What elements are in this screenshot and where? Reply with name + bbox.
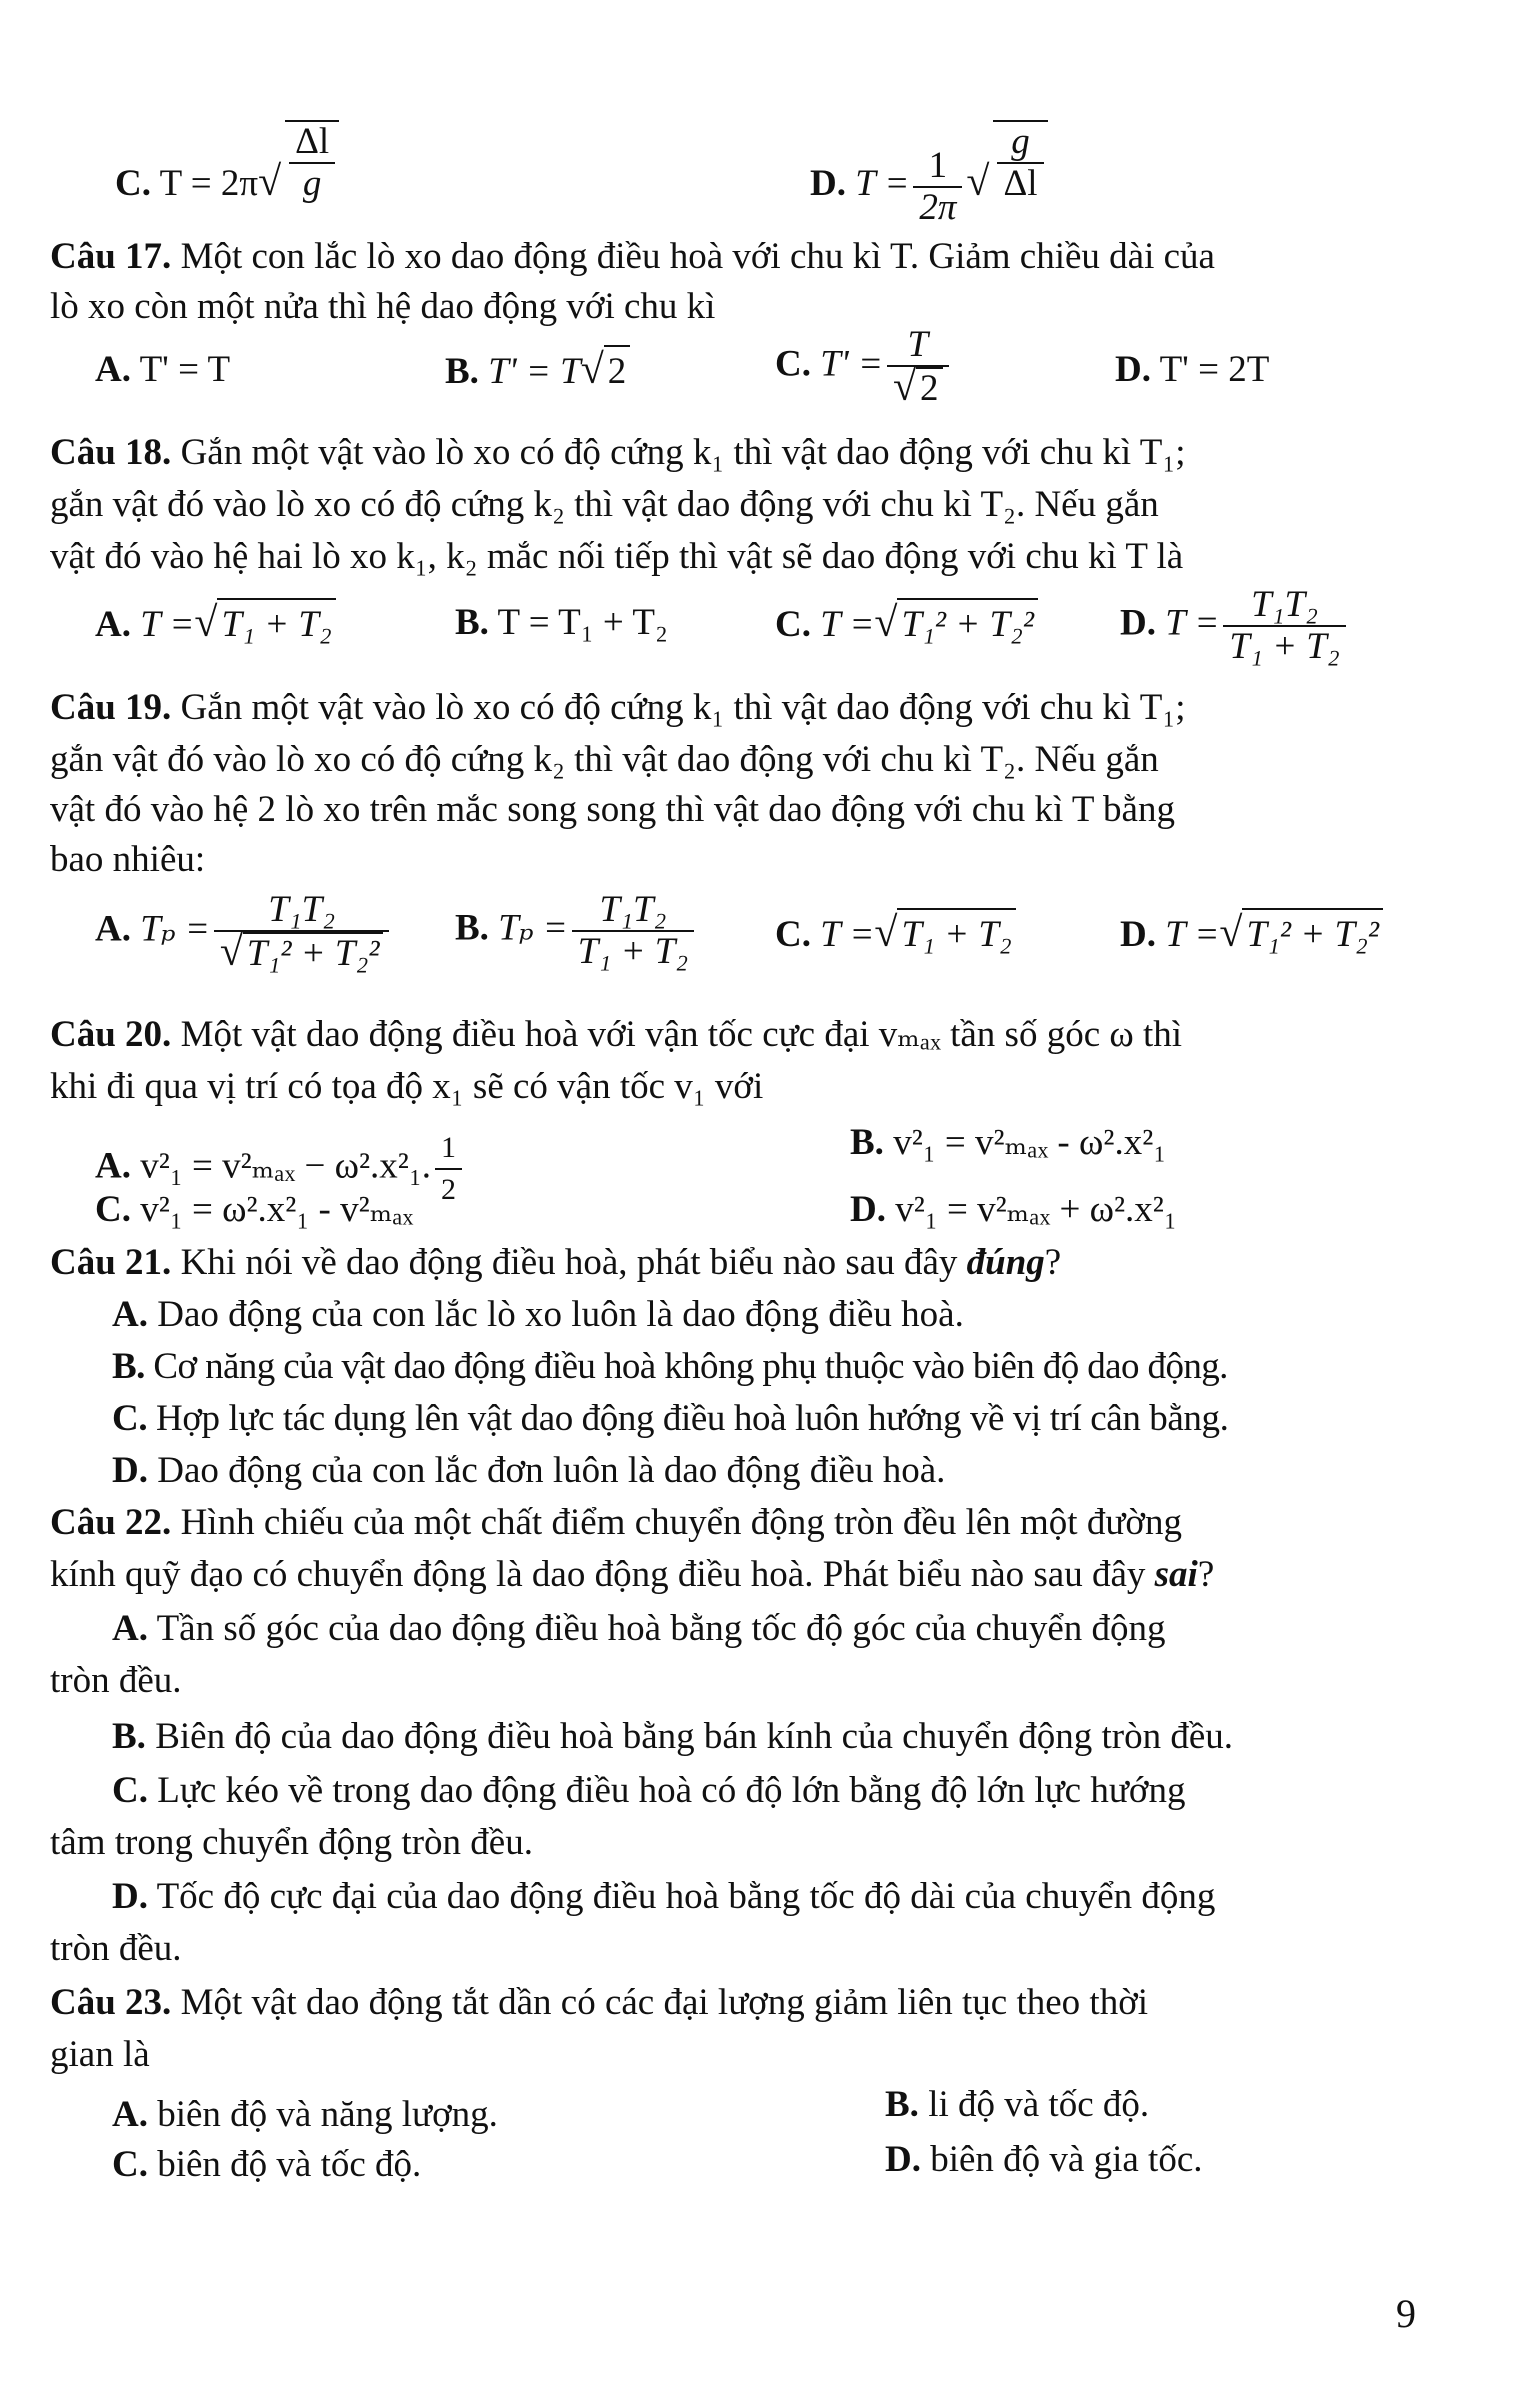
- q22-option-d-line-2: tròn đều.: [50, 1928, 182, 1969]
- q17-option-b: B. T' = T√ 2: [445, 345, 630, 397]
- q17-option-c: C. T' = $\frac{T}{√ 2}$: [775, 325, 953, 409]
- q16-option-c: C. T = 2π√ $\frac{\Delta l}{g}$: [115, 120, 343, 209]
- question-18-line-2: gắn vật đó vào lò xo có độ cứng k₂ thì vật dao động với chu kì T₂. Nếu gắn: [50, 484, 1159, 525]
- option-label: D.: [810, 163, 846, 204]
- question-22-line-2: kính quỹ đạo có chuyển động là dao động điều hoà. Phát biểu nào sau đây sai?: [50, 1554, 1215, 1595]
- question-23-line-1: Câu 23. Một vật dao động tắt dần có các đại lượng giảm liên tục theo thời: [50, 1982, 1149, 2023]
- formula-lhs: T = 2π: [159, 163, 259, 204]
- q18-option-d: D. T = $\frac{\text{T₁T₂}}{\text{T₁ + T₂}}$: [1120, 585, 1350, 667]
- formula-lhs: T =: [855, 163, 910, 204]
- formula-fraction: $\frac{\Delta l}{g}$: [285, 120, 339, 204]
- q23-option-b: B. li độ và tốc độ.: [885, 2084, 1150, 2125]
- option-label: C.: [115, 163, 151, 204]
- q22-option-a-line-1: A. Tần số góc của dao động điều hoà bằng tốc độ góc của chuyển động: [112, 1608, 1166, 1649]
- question-19-line-4: bao nhiêu:: [50, 839, 206, 880]
- q20-option-d: D. v²₁ = v²ₘₐₓ + ω².x²₁: [850, 1189, 1177, 1230]
- q21-option-b: B. Cơ năng của vật dao động điều hoà không phụ thuộc vào biên độ dao động.: [112, 1346, 1228, 1387]
- q22-option-c-line-2: tâm trong chuyển động tròn đều.: [50, 1822, 533, 1863]
- question-21-stem: Câu 21. Khi nói về dao động điều hoà, phát biểu nào sau đây đúng?: [50, 1242, 1062, 1283]
- question-18-line-1: Câu 18. Gắn một vật vào lò xo có độ cứng k₁ thì vật dao động với chu kì T₁;: [50, 432, 1186, 473]
- question-20-line-1: Câu 20. Một vật dao động điều hoà với vận tốc cực đại vₘₐₓ tần số góc ω thì: [50, 1014, 1183, 1055]
- q19-option-b: B. Tₚ = $\frac{\text{T₁T₂}}{\text{T₁ + T₂}}$: [455, 890, 698, 972]
- q22-option-c-line-1: C. Lực kéo về trong dao động điều hoà có độ lớn bằng độ lớn lực hướng: [112, 1770, 1186, 1811]
- formula-fraction: $\frac{1}{2\pi}$: [913, 146, 962, 228]
- q20-option-c: C. v²₁ = ω².x²₁ - v²ₘₐₓ: [95, 1189, 414, 1230]
- q23-option-a: A. biên độ và năng lượng.: [112, 2094, 498, 2135]
- question-label: Câu 17.: [50, 236, 172, 277]
- q22-option-b: B. Biên độ của dao động điều hoà bằng bán kính của chuyển động tròn đều.: [112, 1716, 1234, 1757]
- page-number: 9: [1396, 2291, 1416, 2336]
- q22-option-d-line-1: D. Tốc độ cực đại của dao động điều hoà bằng tốc độ dài của chuyển động: [112, 1876, 1216, 1917]
- q18-option-b: B. T = T₁ + T₂: [455, 602, 668, 643]
- q20-option-b: B. v²₁ = v²ₘₐₓ - ω².x²₁: [850, 1122, 1167, 1163]
- question-19-line-3: vật đó vào hệ 2 lò xo trên mắc song song thì vật dao động với chu kì T bằng: [50, 789, 1175, 830]
- question-17-line-2: lò xo còn một nửa thì hệ dao động với chu kì: [50, 286, 716, 327]
- q17-option-a: A. T' = T: [95, 349, 231, 390]
- q16-option-d: D. T = $\frac{1}{2\pi}$ √ $\frac{g}{\Delta l}$: [810, 120, 1052, 228]
- q19-option-d: D. T =√ T₁² + T₂²: [1120, 908, 1383, 960]
- q21-option-a: A. Dao động của con lắc lò xo luôn là dao động điều hoà.: [112, 1294, 964, 1335]
- formula-fraction-root: $\frac{g}{\Delta l}$: [993, 120, 1047, 204]
- q23-option-c: C. biên độ và tốc độ.: [112, 2144, 422, 2185]
- question-22-line-1: Câu 22. Hình chiếu của một chất điểm chuyển động tròn đều lên một đường: [50, 1502, 1182, 1543]
- question-19-line-2: gắn vật đó vào lò xo có độ cứng k₂ thì vật dao động với chu kì T₂. Nếu gắn: [50, 739, 1159, 780]
- question-19-line-1: Câu 19. Gắn một vật vào lò xo có độ cứng k₁ thì vật dao động với chu kì T₁;: [50, 687, 1186, 728]
- q19-option-c: C. T =√ T₁ + T₂: [775, 908, 1016, 960]
- question-23-line-2: gian là: [50, 2034, 150, 2075]
- q18-option-c: C. T =√ T₁² + T₂²: [775, 598, 1038, 650]
- question-17-line-1: Câu 17. Một con lắc lò xo dao động điều hoà với chu kì T. Giảm chiều dài của: [50, 236, 1215, 277]
- q23-option-d: D. biên độ và gia tốc.: [885, 2139, 1203, 2180]
- q20-option-a: A. v²₁ = v²ₘₐₓ − ω².x²₁. $\frac{1}{2}$: [95, 1128, 466, 1210]
- q21-option-d: D. Dao động của con lắc đơn luôn là dao động điều hoà.: [112, 1450, 946, 1491]
- question-20-line-2: khi đi qua vị trí có tọa độ x₁ sẽ có vận tốc v₁ với: [50, 1066, 764, 1107]
- q17-option-d: D. T' = 2T: [1115, 349, 1270, 390]
- q21-option-c: C. Hợp lực tác dụng lên vật dao động điều hoà luôn hướng về vị trí cân bằng.: [112, 1398, 1229, 1439]
- q22-option-a-line-2: tròn đều.: [50, 1660, 182, 1701]
- question-18-line-3: vật đó vào hệ hai lò xo k₁, k₂ mắc nối tiếp thì vật sẽ dao động với chu kì T là: [50, 536, 1184, 577]
- q19-option-a: A. Tₚ = $\frac{\text{T₁T₂}}{\text{√ T₁² + T₂²}}$: [95, 890, 393, 974]
- q18-option-a: A. T =√ T₁ + T₂: [95, 598, 336, 650]
